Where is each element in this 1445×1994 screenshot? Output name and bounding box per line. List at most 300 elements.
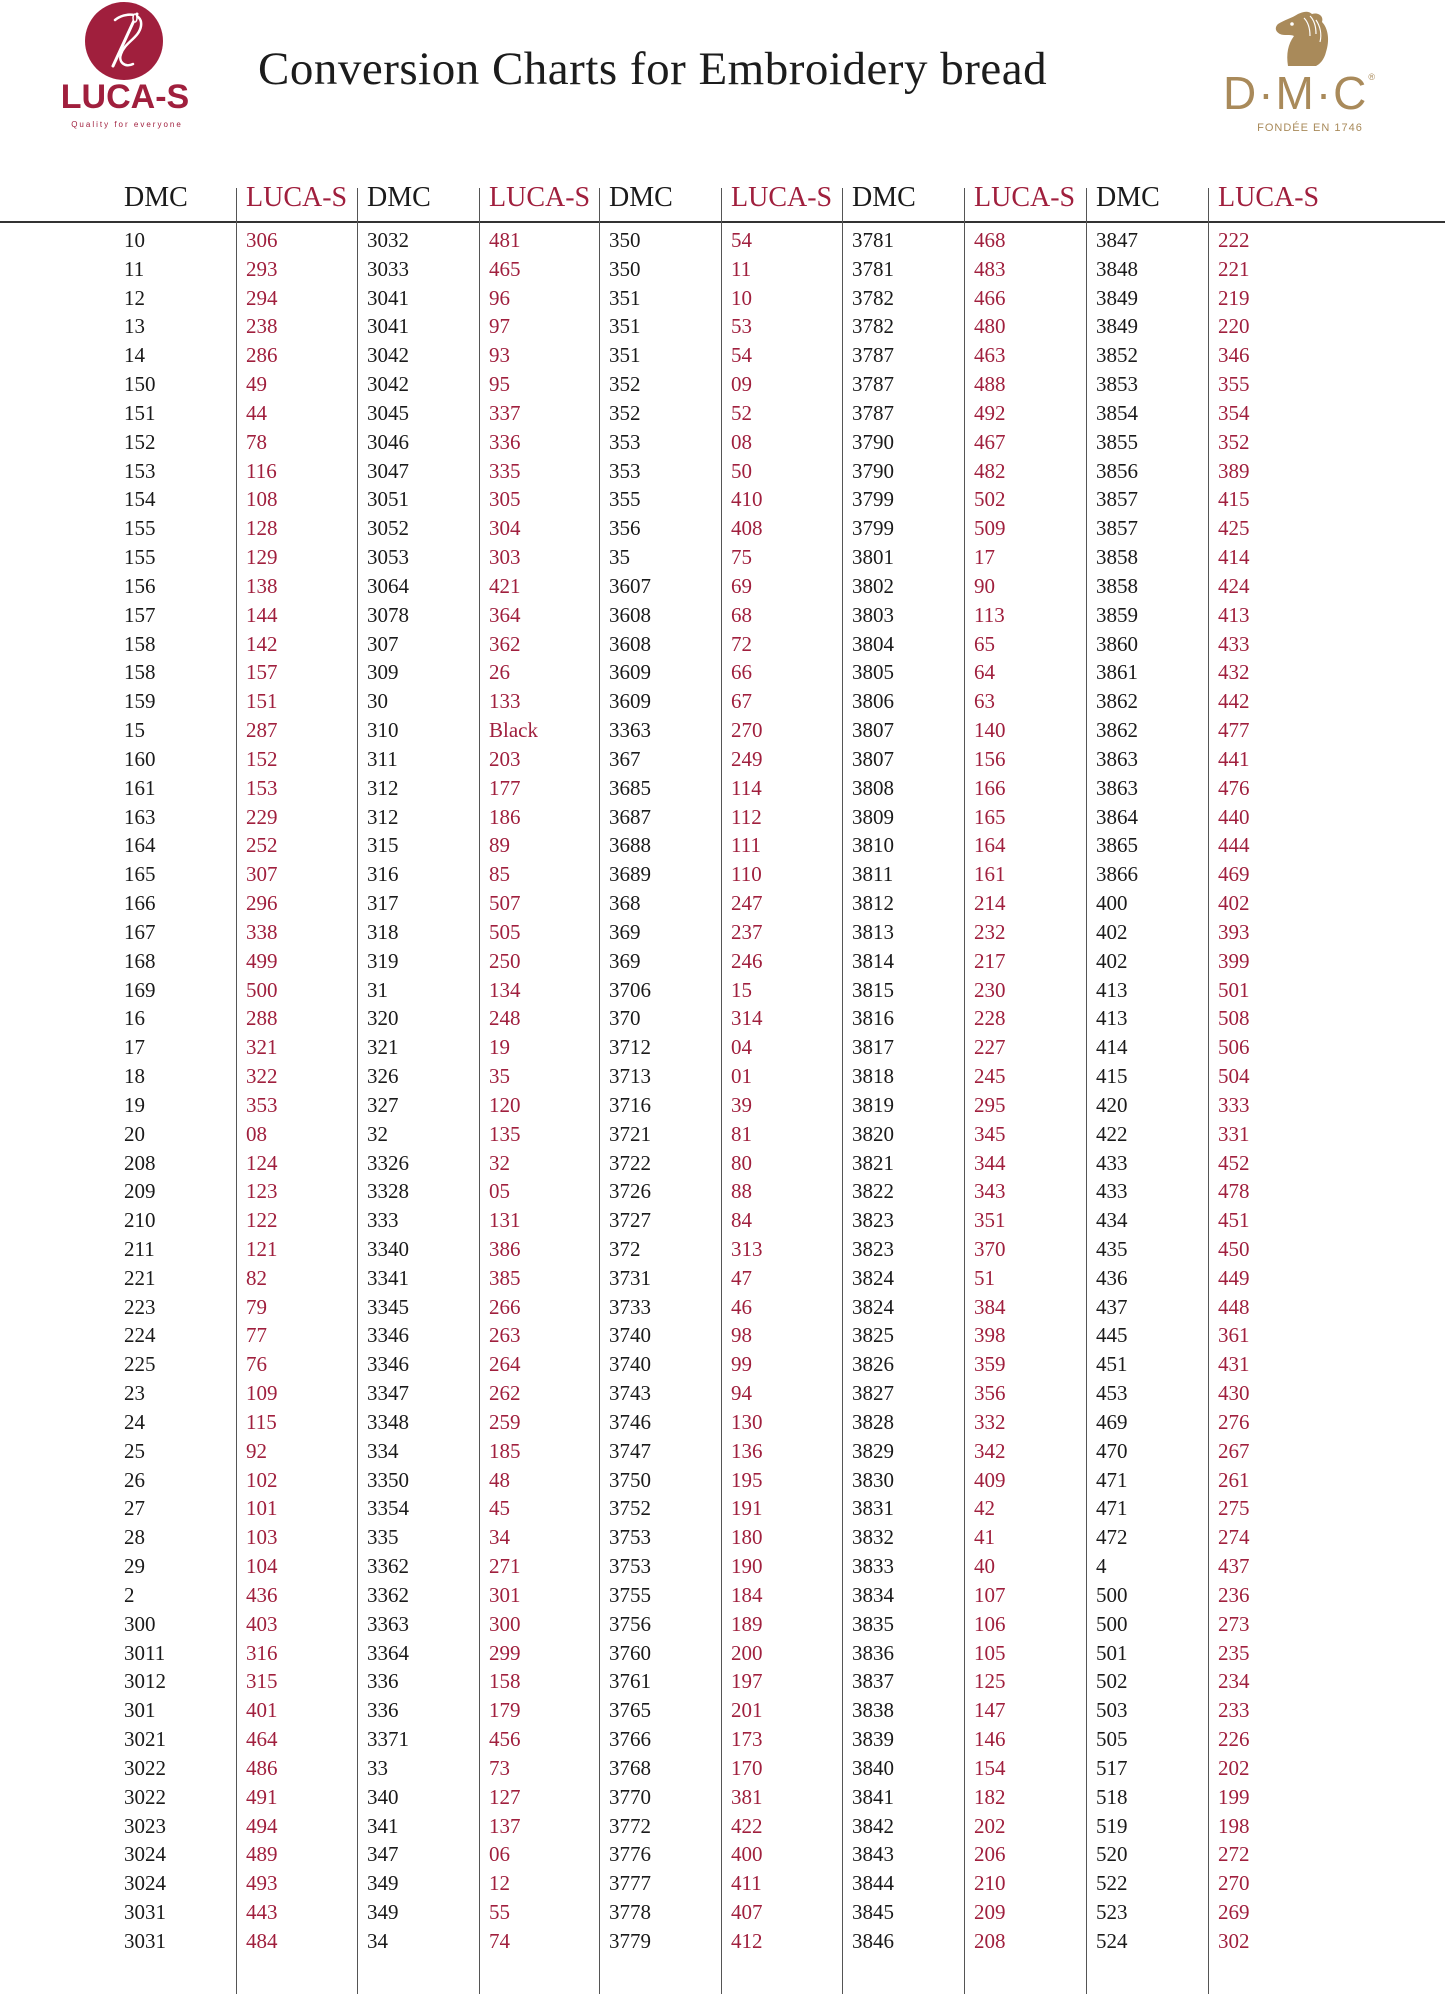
- lucas-cell: 232: [974, 919, 1006, 944]
- lucas-cell: 40: [974, 1554, 995, 1579]
- lucas-cell: 476: [1218, 775, 1250, 800]
- dmc-cell: 3362: [367, 1554, 409, 1579]
- dmc-cell: 3857: [1096, 487, 1138, 512]
- lucas-values: [246, 226, 278, 1956]
- lucas-cell: 114: [731, 775, 762, 800]
- lucas-cell: 401: [246, 1698, 278, 1723]
- dmc-cell: 3326: [367, 1150, 409, 1175]
- lucas-cell: 465: [489, 256, 521, 281]
- dmc-values: [609, 226, 651, 1956]
- lucas-cell: 10: [731, 285, 752, 310]
- dmc-cell: 3364: [367, 1640, 409, 1665]
- lucas-values: [1218, 226, 1250, 1956]
- lucas-cell: 108: [246, 487, 278, 512]
- dmc-cell: 3733: [609, 1294, 651, 1319]
- lucas-cell: 220: [1218, 314, 1250, 339]
- dmc-cell: 3740: [609, 1352, 651, 1377]
- lucas-cell: 398: [974, 1323, 1006, 1348]
- dmc-cell: 3858: [1096, 573, 1138, 598]
- lucas-cell: 352: [1218, 429, 1250, 454]
- dmc-cell: 3781: [852, 228, 894, 252]
- dmc-cell: 3845: [852, 1900, 894, 1925]
- column-group: [367, 180, 607, 1994]
- lucas-cell: 11: [731, 256, 752, 281]
- dmc-cell: 3777: [609, 1871, 651, 1896]
- dmc-cell: 319: [367, 948, 399, 973]
- lucas-column-header: LUCA-S: [1218, 182, 1320, 213]
- dmc-cell: 451: [1096, 1352, 1128, 1377]
- dmc-cell: 3328: [367, 1179, 409, 1204]
- dmc-cell: 18: [124, 1064, 145, 1089]
- lucas-cell: 76: [246, 1352, 267, 1377]
- dmc-cell: 13: [124, 314, 145, 339]
- lucas-cell: 229: [246, 804, 278, 829]
- lucas-cell: 191: [731, 1496, 763, 1521]
- lucas-cell: 189: [731, 1611, 763, 1636]
- lucas-cell: 107: [974, 1582, 1006, 1607]
- lucas-cell: 451: [1218, 1208, 1250, 1233]
- lucas-cell: 34: [489, 1525, 510, 1550]
- lucas-cell: 295: [974, 1092, 1006, 1117]
- dmc-cell: 3022: [124, 1755, 166, 1780]
- lucas-cell: 158: [489, 1669, 521, 1694]
- lucas-cell: 273: [1218, 1611, 1250, 1636]
- lucas-cell: 01: [731, 1064, 752, 1089]
- lucas-cell: 333: [1218, 1092, 1250, 1117]
- dmc-cell: 352: [609, 400, 641, 425]
- lucas-cell: 507: [489, 891, 521, 916]
- lucas-cell: 50: [731, 458, 752, 483]
- dmc-cell: 150: [124, 372, 156, 397]
- dmc-cell: 300: [124, 1611, 156, 1636]
- lucas-values: [489, 226, 538, 1956]
- lucas-cell: 78: [246, 429, 267, 454]
- dmc-cell: 3362: [367, 1582, 409, 1607]
- dmc-cell: 368: [609, 891, 641, 916]
- lucas-cell: 259: [489, 1409, 521, 1434]
- lucas-cell: 128: [246, 516, 278, 541]
- lucas-cell: 219: [1218, 285, 1250, 310]
- lucas-cell: 415: [1218, 487, 1250, 512]
- lucas-cell: 504: [1218, 1064, 1250, 1089]
- dmc-cell: 523: [1096, 1900, 1128, 1925]
- dmc-cell: 3053: [367, 545, 409, 570]
- lucas-cell: 90: [974, 573, 995, 598]
- dmc-cell: 3827: [852, 1381, 894, 1406]
- lucas-cell: 421: [489, 573, 521, 598]
- dmc-cell: 158: [124, 631, 156, 656]
- dmc-cell: 160: [124, 746, 156, 771]
- dmc-cell: 3854: [1096, 400, 1138, 425]
- dmc-cell: 159: [124, 689, 156, 714]
- lucas-cell: 47: [731, 1265, 752, 1290]
- dmc-cell: 3024: [124, 1842, 166, 1867]
- lucas-cell: 42: [974, 1496, 995, 1521]
- lucas-cell: 32: [489, 1150, 510, 1175]
- dmc-cell: 312: [367, 804, 399, 829]
- lucas-cell: 456: [489, 1727, 521, 1752]
- column-divider: [1086, 188, 1087, 1994]
- lucas-cell: 129: [246, 545, 278, 570]
- lucas-values: [974, 226, 1006, 1956]
- dmc-cell: 518: [1096, 1784, 1128, 1809]
- dmc-values: [124, 226, 166, 1956]
- dmc-cell: 3747: [609, 1438, 651, 1463]
- dmc-tagline: FONDÉE EN 1746: [1257, 122, 1363, 134]
- lucas-cell: 331: [1218, 1121, 1250, 1146]
- dmc-cell: 3052: [367, 516, 409, 541]
- dmc-cell: 402: [1096, 948, 1128, 973]
- lucas-cell: 489: [246, 1842, 278, 1867]
- lucas-cell: 422: [731, 1813, 763, 1838]
- dmc-cell: 3753: [609, 1554, 651, 1579]
- lucas-cell: 152: [246, 746, 278, 771]
- lucas-cell: 49: [246, 372, 267, 397]
- dmc-cell: 3816: [852, 1006, 894, 1031]
- lucas-cell: 226: [1218, 1727, 1250, 1752]
- lucas-cell: 210: [974, 1871, 1006, 1896]
- lucas-cell: 48: [489, 1467, 510, 1492]
- lucas-cell: 206: [974, 1842, 1006, 1867]
- lucas-cell: 275: [1218, 1496, 1250, 1521]
- dmc-cell: 340: [367, 1784, 399, 1809]
- dmc-cell: 3830: [852, 1467, 894, 1492]
- lucas-cell: 286: [246, 343, 278, 368]
- lucas-cell: 185: [489, 1438, 521, 1463]
- dmc-cell: 351: [609, 343, 641, 368]
- dmc-cell: 310: [367, 718, 399, 743]
- dmc-cell: 524: [1096, 1928, 1128, 1953]
- dmc-cell: 321: [367, 1035, 399, 1060]
- column-divider: [964, 188, 965, 1994]
- lucas-cell: 39: [731, 1092, 752, 1117]
- lucas-cell: 63: [974, 689, 995, 714]
- lucas-logo: [50, 2, 200, 132]
- lucas-cell: 164: [974, 833, 1006, 858]
- lucas-cell: 82: [246, 1265, 267, 1290]
- lucas-cell: 106: [974, 1611, 1006, 1636]
- lucas-cell: 501: [1218, 977, 1250, 1002]
- dmc-cell: 27: [124, 1496, 145, 1521]
- dmc-cell: 341: [367, 1813, 399, 1838]
- dmc-cell: 31: [367, 977, 388, 1002]
- lucas-cell: 131: [489, 1208, 521, 1233]
- lucas-cell: 444: [1218, 833, 1250, 858]
- dmc-cell: 169: [124, 977, 156, 1002]
- dmc-cell: 3802: [852, 573, 894, 598]
- lucas-cell: 179: [489, 1698, 521, 1723]
- dmc-cell: 3809: [852, 804, 894, 829]
- dmc-cell: 3687: [609, 804, 651, 829]
- lucas-cell: 301: [489, 1582, 521, 1607]
- lucas-cell: 269: [1218, 1900, 1250, 1925]
- dmc-cell: 349: [367, 1871, 399, 1896]
- dmc-cell: 153: [124, 458, 156, 483]
- lucas-cell: 04: [731, 1035, 752, 1060]
- dmc-cell: 413: [1096, 1006, 1128, 1031]
- lucas-cell: 300: [489, 1611, 521, 1636]
- lucas-cell: 54: [731, 343, 752, 368]
- dmc-cell: 3807: [852, 718, 894, 743]
- lucas-cell: 509: [974, 516, 1006, 541]
- dmc-cell: 316: [367, 862, 399, 887]
- dmc-cell: 335: [367, 1525, 399, 1550]
- dmc-cell: 3765: [609, 1698, 651, 1723]
- dmc-cell: 3023: [124, 1813, 166, 1838]
- lucas-cell: 222: [1218, 228, 1250, 252]
- dmc-cell: 19: [124, 1092, 145, 1117]
- lucas-column-header: LUCA-S: [489, 182, 591, 213]
- lucas-cell: 271: [489, 1554, 521, 1579]
- lucas-cell: 302: [1218, 1928, 1250, 1953]
- lucas-cell: 433: [1218, 631, 1250, 656]
- dmc-cell: 3835: [852, 1611, 894, 1636]
- lucas-cell: 505: [489, 919, 521, 944]
- lucas-cell: 17: [974, 545, 995, 570]
- dmc-cell: 3772: [609, 1813, 651, 1838]
- dmc-cell: 3824: [852, 1265, 894, 1290]
- column-group: [852, 180, 1092, 1994]
- dmc-cell: 3842: [852, 1813, 894, 1838]
- lucas-cell: 266: [489, 1294, 521, 1319]
- lucas-cell: 403: [246, 1611, 278, 1636]
- lucas-cell: 65: [974, 631, 995, 656]
- lucas-cell: 137: [489, 1813, 521, 1838]
- column-divider: [1208, 188, 1209, 1994]
- dmc-cell: 437: [1096, 1294, 1128, 1319]
- dmc-cell: 3847: [1096, 228, 1138, 252]
- lucas-cell: 245: [974, 1064, 1006, 1089]
- dmc-cell: 307: [367, 631, 399, 656]
- lucas-cell: 127: [489, 1784, 521, 1809]
- lucas-cell: 264: [489, 1352, 521, 1377]
- lucas-cell: 202: [974, 1813, 1006, 1838]
- lucas-cell: 173: [731, 1727, 763, 1752]
- dmc-cell: 3858: [1096, 545, 1138, 570]
- registered-mark: ®: [1368, 72, 1378, 82]
- dmc-cell: 352: [609, 372, 641, 397]
- lucas-column-header: LUCA-S: [974, 182, 1076, 213]
- lucas-cell: 26: [489, 660, 510, 685]
- lucas-cell: 296: [246, 891, 278, 916]
- lucas-cell: 299: [489, 1640, 521, 1665]
- dmc-cell: 3346: [367, 1352, 409, 1377]
- dmc-cell: 3341: [367, 1265, 409, 1290]
- dmc-cell: 3609: [609, 689, 651, 714]
- lucas-cell: 346: [1218, 343, 1250, 368]
- lucas-cell: 153: [246, 775, 278, 800]
- lucas-cell: 88: [731, 1179, 752, 1204]
- dmc-cell: 400: [1096, 891, 1128, 916]
- lucas-cell: 111: [731, 833, 761, 858]
- lucas-cell: 74: [489, 1928, 510, 1953]
- lucas-cell: 79: [246, 1294, 267, 1319]
- dmc-cell: 350: [609, 256, 641, 281]
- lucas-cell: 267: [1218, 1438, 1250, 1463]
- lucas-cell: 95: [489, 372, 510, 397]
- dmc-cell: 3824: [852, 1294, 894, 1319]
- dmc-cell: 158: [124, 660, 156, 685]
- lucas-cell: 355: [1218, 372, 1250, 397]
- lucas-cell: 410: [731, 487, 763, 512]
- dmc-cell: 3849: [1096, 314, 1138, 339]
- dmc-cell: 3756: [609, 1611, 651, 1636]
- dmc-cell: 433: [1096, 1179, 1128, 1204]
- lucas-cell: 332: [974, 1409, 1006, 1434]
- lucas-cell: 186: [489, 804, 521, 829]
- lucas-cell: 68: [731, 602, 752, 627]
- dmc-cell: 3768: [609, 1755, 651, 1780]
- dmc-cell: 3727: [609, 1208, 651, 1233]
- dmc-cell: 3787: [852, 343, 894, 368]
- dmc-cell: 3818: [852, 1064, 894, 1089]
- lucas-cell: 123: [246, 1179, 278, 1204]
- dmc-values: [852, 226, 894, 1956]
- lucas-cell: 125: [974, 1669, 1006, 1694]
- dmc-cell: 3041: [367, 285, 409, 310]
- lucas-cell: Black: [489, 718, 538, 743]
- lucas-cell: 443: [246, 1900, 278, 1925]
- dmc-cell: 3820: [852, 1121, 894, 1146]
- dmc-cell: 3713: [609, 1064, 651, 1089]
- lucas-cell: 151: [246, 689, 278, 714]
- lucas-cell: 05: [489, 1179, 510, 1204]
- lucas-cell: 272: [1218, 1842, 1250, 1867]
- dmc-cell: 3781: [852, 256, 894, 281]
- dmc-values: [367, 226, 409, 1956]
- dmc-cell: 3346: [367, 1323, 409, 1348]
- dmc-cell: 3706: [609, 977, 651, 1002]
- dmc-cell: 3804: [852, 631, 894, 656]
- dmc-cell: 3852: [1096, 343, 1138, 368]
- dmc-cell: 402: [1096, 919, 1128, 944]
- dmc-cell: 327: [367, 1092, 399, 1117]
- lucas-cell: 105: [974, 1640, 1006, 1665]
- lucas-cell: 270: [731, 718, 763, 743]
- lucas-cell: 77: [246, 1323, 267, 1348]
- dmc-cell: 3761: [609, 1669, 651, 1694]
- lucas-cell: 424: [1218, 573, 1250, 598]
- lucas-cell: 113: [974, 602, 1005, 627]
- dmc-cell: 351: [609, 314, 641, 339]
- lucas-cell: 52: [731, 400, 752, 425]
- lucas-cell: 502: [974, 487, 1006, 512]
- dmc-cell: 3837: [852, 1669, 894, 1694]
- lucas-cell: 134: [489, 977, 521, 1002]
- lucas-cell: 208: [974, 1928, 1006, 1953]
- lucas-cell: 109: [246, 1381, 278, 1406]
- dmc-cell: 3753: [609, 1525, 651, 1550]
- dmc-cell: 154: [124, 487, 156, 512]
- lucas-cell: 393: [1218, 919, 1250, 944]
- lucas-cell: 448: [1218, 1294, 1250, 1319]
- dmc-cell: 347: [367, 1842, 399, 1867]
- lucas-cell: 508: [1218, 1006, 1250, 1031]
- lucas-cell: 343: [974, 1179, 1006, 1204]
- lucas-cell: 115: [246, 1409, 277, 1434]
- dmc-cell: 3755: [609, 1582, 651, 1607]
- lucas-cell: 116: [246, 458, 277, 483]
- dmc-cell: 367: [609, 746, 641, 771]
- dmc-cell: 165: [124, 862, 156, 887]
- dmc-cell: 336: [367, 1669, 399, 1694]
- dmc-cell: 3340: [367, 1236, 409, 1261]
- dmc-cell: 164: [124, 833, 156, 858]
- lucas-cell: 195: [731, 1467, 763, 1492]
- dmc-cell: 503: [1096, 1698, 1128, 1723]
- dmc-cell: 309: [367, 660, 399, 685]
- lucas-cell: 133: [489, 689, 521, 714]
- dmc-cell: 3031: [124, 1928, 166, 1953]
- lucas-cell: 252: [246, 833, 278, 858]
- dmc-cell: 3807: [852, 746, 894, 771]
- dmc-cell: 502: [1096, 1669, 1128, 1694]
- dmc-cell: 3790: [852, 429, 894, 454]
- lucas-cell: 06: [489, 1842, 510, 1867]
- dmc-cell: 3046: [367, 429, 409, 454]
- conversion-table: [0, 180, 1445, 1994]
- lucas-cell: 322: [246, 1064, 278, 1089]
- lucas-cell: 198: [1218, 1813, 1250, 1838]
- lucas-cell: 362: [489, 631, 521, 656]
- lucas-cell: 389: [1218, 458, 1250, 483]
- lucas-cell: 306: [246, 228, 278, 252]
- lucas-cell: 147: [974, 1698, 1006, 1723]
- dmc-cell: 3363: [609, 718, 651, 743]
- dmc-cell: 3856: [1096, 458, 1138, 483]
- lucas-cell: 12: [489, 1871, 510, 1896]
- dmc-column-header: DMC: [367, 182, 431, 213]
- lucas-cell: 400: [731, 1842, 763, 1867]
- dmc-cell: 519: [1096, 1813, 1128, 1838]
- lucas-cell: 481: [489, 228, 521, 252]
- lucas-cell: 430: [1218, 1381, 1250, 1406]
- lucas-needle-icon: [85, 2, 163, 80]
- lucas-cell: 08: [246, 1121, 267, 1146]
- lucas-cell: 15: [731, 977, 752, 1002]
- lucas-cell: 73: [489, 1755, 510, 1780]
- lucas-cell: 249: [731, 746, 763, 771]
- lucas-cell: 384: [974, 1294, 1006, 1319]
- dmc-cell: 3778: [609, 1900, 651, 1925]
- dmc-cell: 225: [124, 1352, 156, 1377]
- dmc-cell: 211: [124, 1236, 155, 1261]
- dmc-cell: 334: [367, 1438, 399, 1463]
- dmc-cell: 3815: [852, 977, 894, 1002]
- lucas-cell: 81: [731, 1121, 752, 1146]
- lucas-cell: 144: [246, 602, 278, 627]
- dmc-column-header: DMC: [609, 182, 673, 213]
- lucas-cell: 228: [974, 1006, 1006, 1031]
- dmc-cell: 3685: [609, 775, 651, 800]
- dmc-cell: 517: [1096, 1755, 1128, 1780]
- dmc-cell: 3740: [609, 1323, 651, 1348]
- lucas-cell: 261: [1218, 1467, 1250, 1492]
- lucas-cell: 104: [246, 1554, 278, 1579]
- dmc-cell: 3831: [852, 1496, 894, 1521]
- lucas-cell: 486: [246, 1755, 278, 1780]
- lucas-cell: 307: [246, 862, 278, 887]
- dmc-cell: 3863: [1096, 746, 1138, 771]
- dmc-cell: 3042: [367, 343, 409, 368]
- dmc-column-header: DMC: [1096, 182, 1160, 213]
- dmc-cell: 161: [124, 775, 156, 800]
- dmc-cell: 3834: [852, 1582, 894, 1607]
- dmc-cell: 26: [124, 1467, 145, 1492]
- dmc-cell: 3022: [124, 1784, 166, 1809]
- lucas-cell: 166: [974, 775, 1006, 800]
- lucas-cell: 356: [974, 1381, 1006, 1406]
